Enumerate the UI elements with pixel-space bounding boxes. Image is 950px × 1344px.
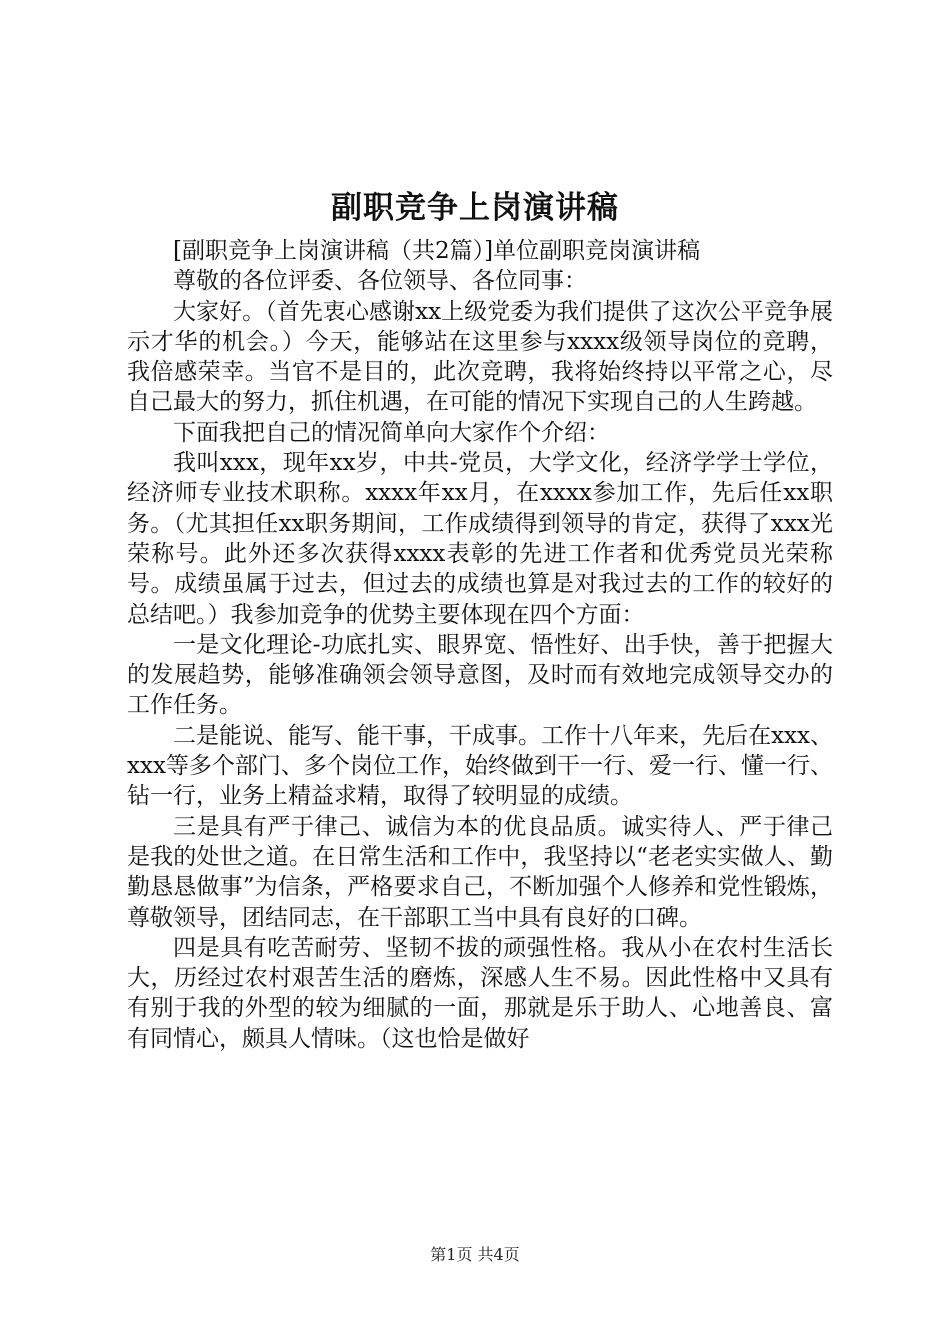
body-paragraph: 四是具有吃苦耐劳、坚韧不拔的顽强性格。我从小在农村生活长大，历经过农村艰苦生活的磨炼，深感人生不易。因此性格中又具有有别于我的外型的较为细腻的一面，那就是乐于助人、心地善良、富有同情心，颇具人情味。（这也恰是做好 — [127, 934, 833, 1052]
body-paragraph: 三是具有严于律己、诚信为本的优良品质。诚实待人、严于律己是我的处世之道。在日常生活和工作中，我坚持以“老老实实做人、勤勤恳恳做事”为信条，严格要求自己，不断加强个人修养和党性锻炼，尊敬领导，团结同志，在干部职工当中具有良好的口碑。 — [127, 813, 833, 931]
document-title: 副职竞争上岗演讲稿 — [331, 190, 619, 226]
body-paragraph: 我叫xxx，现年xx岁，中共-党员，大学文化，经济学学士学位，经济师专业技术职称。xxxx年xx月，在xxxx参加工作，先后任xx职务。（尤其担任xx职务期间，工作成绩得到领导的肯定，获得了xxx光荣称号。此外还多次获得xxxx表彰的先进工作者和优秀党员光荣称号。成绩虽属于过去，但过去的成绩也算是对我过去的工作的较好的总结吧。）我参加竞争的优势主要体现在四个方面： — [127, 450, 833, 628]
body-paragraph: 二是能说、能写、能干事，干成事。工作十八年来，先后在xxx、xxx等多个部门、多个岗位工作，始终做到干一行、爱一行、懂一行、钻一行，业务上精益求精，取得了较明显的成绩。 — [127, 722, 833, 810]
body-paragraph: 大家好。（首先衷心感谢xx上级党委为我们提供了这次公平竞争展示才华的机会。）今天，能够站在这里参与xxxx级领导岗位的竞聘，我倍感荣幸。当官不是目的，此次竞聘，我将始终持以平常之心，尽自己最大的努力，抓住机遇，在可能的情况下实现自己的人生跨越。 — [127, 298, 833, 416]
body-paragraph: 下面我把自己的情况简单向大家作个介绍： — [173, 419, 610, 446]
greeting-paragraph: 尊敬的各位评委、各位领导、各位同事： — [173, 268, 587, 295]
subtitle-paragraph: [副职竞争上岗演讲稿（共2篇）]单位副职竞岗演讲稿 — [173, 238, 701, 264]
body-paragraph: 一是文化理论-功底扎实、眼界宽、悟性好、出手快，善于把握大的发展趋势，能够准确领会领导意图，及时而有效地完成领导交办的工作任务。 — [127, 631, 833, 719]
document-body — [127, 236, 833, 1054]
page-number: 第1页 共4页 — [430, 1245, 520, 1264]
